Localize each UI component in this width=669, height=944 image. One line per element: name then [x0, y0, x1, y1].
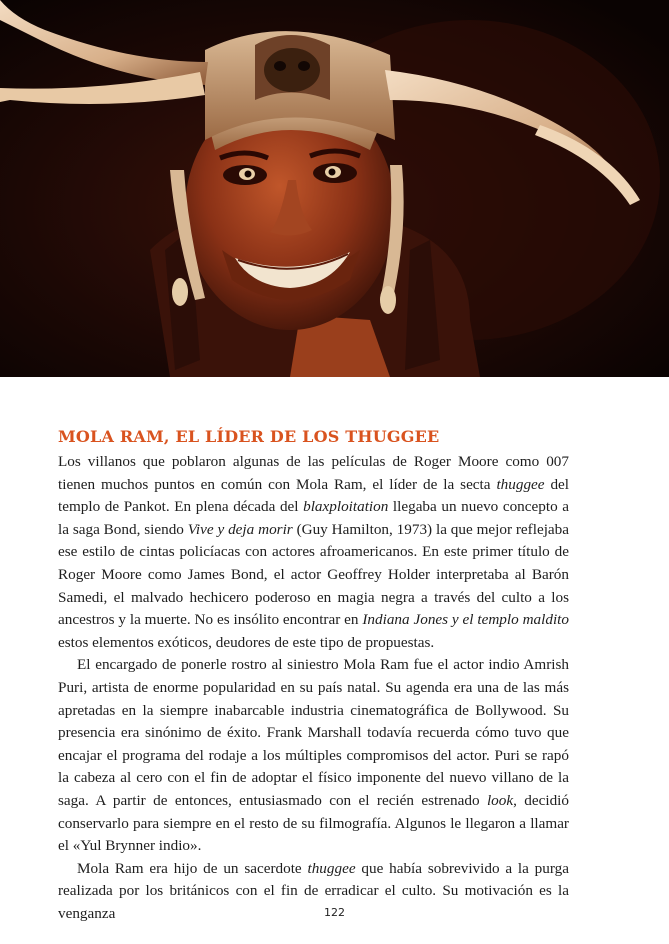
text-run: Los villanos que poblaron algunas de las películas de Roger Moore como 007 tienen muchos puntos en común con Mola Ram, el líder de la secta [58, 453, 569, 493]
paragraph [58, 451, 569, 654]
italic-title: thuggee [496, 475, 545, 493]
text-run: llegaba un nuevo concepto a la saga Bond, siendo [58, 498, 569, 538]
text-run: , decidió conservarlo para siempre en el resto de su filmografía. Algunos le llegaron a llamar el «Yul Brynner indio». [58, 791, 569, 855]
text-run: (Guy Hamilton, 1973) la que mejor reflejaba ese estilo de cintas policíacas con actores afroamericanos. En este primer título de Roger Moore como James Bond, el actor Geoffrey Holder interpretaba al Barón Samedi, el malvado hechicero poderoso en magia negra a través del culto a los ancestros y la muerte. No es insólito encontrar en [58, 520, 569, 629]
mola-ram-photo [0, 0, 669, 377]
text-run: que había sobrevivido a la purga realizada por los británicos con el fin de erradicar el culto. Su motivación es la venganza [58, 859, 569, 922]
article [58, 426, 569, 925]
text-run: Mola Ram era hijo de un sacerdote [77, 859, 308, 877]
section-heading: MOLA RAM, EL LÍDER DE LOS THUGGEE [58, 427, 440, 446]
page-number: 122 [324, 906, 345, 919]
italic-title: thuggee [307, 859, 356, 877]
italic-title: Vive y deja morir [187, 520, 293, 538]
text-run: El encargado de ponerle rostro al siniestro Mola Ram fue el actor indio Amrish Puri, artista de enorme popularidad en su país natal. Su agenda era una de las más apretadas en la siempre inabarcable industria cinematográfica de Bollywood. Su presencia era sinónimo de éxito. Frank Marshall todavía recuerda cómo tuvo que encajar el programa del rodaje a los múltiples compromisos del actor. Puri se rapó la cabeza al cero con el fin de adoptar el físico imponente del nuevo villano de la saga. A partir de entonces, entusiasmado con el recién estrenado [58, 656, 569, 809]
text-run: estos elementos exóticos, deudores de este tipo de propuestas. [58, 633, 435, 651]
text-run: del templo de Pankot. En plena década del [58, 475, 569, 516]
paragraph [58, 654, 569, 857]
italic-title: look [486, 791, 514, 809]
italic-title: Indiana Jones y el templo maldito [362, 611, 569, 629]
italic-title: blaxploitation [303, 498, 389, 516]
